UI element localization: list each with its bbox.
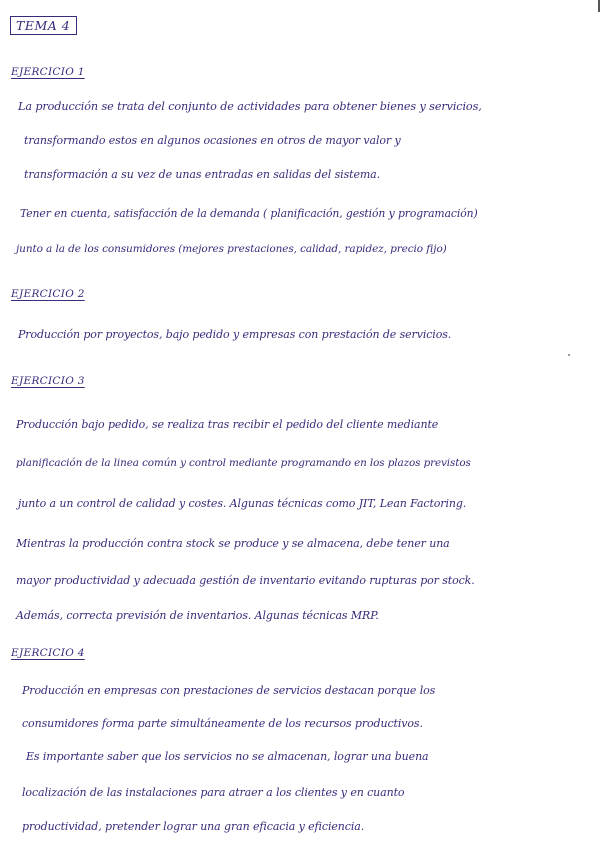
section-1-line-2: transformando estos en algunos ocasiones en otros de mayor valor y <box>24 134 401 147</box>
section-2-line-1: Producción por proyectos, bajo pedido y empresas con prestación de servicios. <box>18 328 452 341</box>
section-heading-3: EJERCICIO 3 <box>11 375 85 387</box>
section-4-line-5: productividad, pretender lograr una gran eficacia y eficiencia. <box>22 820 365 833</box>
section-3-line-4: Mientras la producción contra stock se produce y se almacena, debe tener una <box>16 537 450 550</box>
section-1-line-3: transformación a su vez de unas entradas en salidas del sistema. <box>24 168 381 181</box>
section-3-line-5: mayor productividad y adecuada gestión de inventario evitando rupturas por stock. <box>16 574 475 587</box>
section-4-line-1: Producción en empresas con prestaciones de servicios destacan porque los <box>22 684 436 697</box>
section-1-line-5: junto a la de los consumidores (mejores prestaciones, calidad, rapidez, precio fijo) <box>16 243 447 255</box>
page-title: TEMA 4 <box>10 16 77 35</box>
margin-mark <box>598 0 600 12</box>
section-4-line-4: localización de las instalaciones para atraer a los clientes y en cuanto <box>22 786 405 799</box>
section-heading-1: EJERCICIO 1 <box>11 66 85 78</box>
section-1-line-4: Tener en cuenta, satisfacción de la demanda ( planificación, gestión y programación) <box>20 207 478 220</box>
section-4-line-3: Es importante saber que los servicios no se almacenan, lograr una buena <box>26 750 429 763</box>
section-heading-2: EJERCICIO 2 <box>11 288 85 300</box>
section-3-line-3: junto a un control de calidad y costes. Algunas técnicas como JIT, Lean Factoring. <box>18 497 467 510</box>
section-3-line-1: Producción bajo pedido, se realiza tras recibir el pedido del cliente mediante <box>16 418 439 431</box>
section-4-line-2: consumidores forma parte simultáneamente de los recursos productivos. <box>22 717 423 730</box>
ink-dot <box>568 354 570 356</box>
section-1-line-1: La producción se trata del conjunto de actividades para obtener bienes y servicios, <box>18 100 482 113</box>
section-3-line-2: planificación de la linea común y control mediante programando en los plazos previstos <box>16 457 471 469</box>
section-heading-4: EJERCICIO 4 <box>11 647 85 659</box>
section-3-line-6: Además, correcta previsión de inventarios. Algunas técnicas MRP. <box>16 609 379 622</box>
